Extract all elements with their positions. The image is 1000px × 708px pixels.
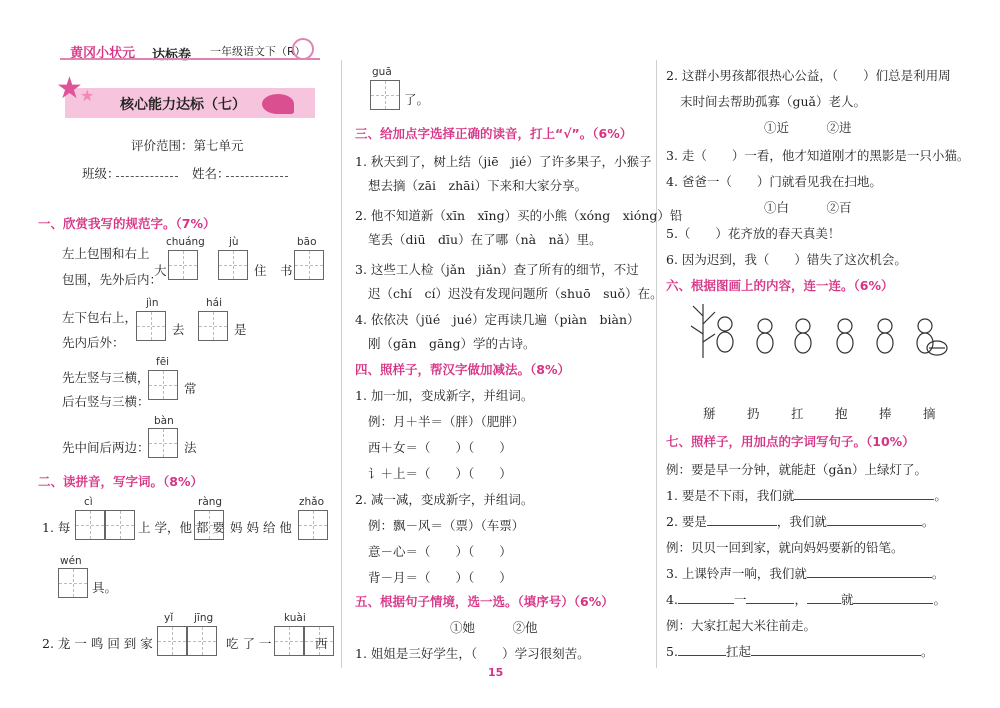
s1-r4-char: 法	[184, 440, 197, 455]
s7-ex3: 例：大家扛起大米往前走。	[666, 618, 817, 633]
s5-q1: 1. 姐姐是三好学生，（ ）学习很刻苦。	[355, 646, 590, 661]
verb-item[interactable]: 摘	[923, 406, 936, 421]
r-options-1: ①近 ②进	[764, 120, 852, 135]
r-q6: 6. 因为迟到，我（ ）错失了这次机会。	[666, 252, 907, 267]
r-q5: 5.（ ）花齐放的春天真美！	[666, 226, 841, 241]
writing-box[interactable]	[148, 370, 178, 400]
r-q4: 4. 爸爸一（ ）门就看见我在扫地。	[666, 174, 882, 189]
header-series: 达标卷	[152, 48, 192, 63]
s7-q4: 4. 一 ， 就 。	[666, 592, 946, 607]
s1-r2-char1: 去	[172, 322, 185, 337]
star-icon: ★	[80, 86, 95, 105]
pinyin: bàn	[154, 415, 174, 427]
writing-box[interactable]	[157, 626, 187, 656]
writing-box[interactable]	[187, 626, 217, 656]
verb-item[interactable]: 掰	[703, 406, 716, 421]
s3-q3a: 3. 这些工人检（jǎn jiǎn）查了所有的细节，不过	[355, 262, 639, 277]
s2-q2-a: 2. 龙 一 鸣 回 到 家	[42, 636, 153, 651]
s1-r1-char3: 书	[280, 263, 293, 278]
s3-q4a: 4. 依依决（jüé jué）定再读几遍（piàn biàn）	[355, 312, 640, 327]
s4-b[interactable]: 讠＋上＝（ ）（ ）	[368, 466, 512, 481]
s3-q3b: 迟（chí cí）迟没有发现问题所（shuō suǒ）在。	[368, 286, 663, 301]
pinyin: cì	[84, 496, 93, 508]
s7-q3: 3. 上课铃声一响，我们就 。	[666, 566, 945, 581]
header-grade: 一年级语文下（R）	[210, 45, 306, 58]
verb-item[interactable]: 捧	[879, 406, 892, 421]
s4-a[interactable]: 西＋女＝（ ）（ ）	[368, 440, 512, 455]
s1-r2-text2: 先内后外：	[62, 335, 125, 350]
s4-q2: 2. 减一减，变成新字，并组词。	[355, 492, 534, 507]
s7-q5: 5. 扛起 。	[666, 644, 934, 659]
section-3-title: 三、给加点字选择正确的读音，打上“√”。（6%）	[355, 126, 633, 141]
section-4-title: 四、照样子，帮汉字做加减法。（8%）	[355, 362, 570, 377]
r-options-2: ①白 ②百	[764, 200, 852, 215]
pinyin: kuài	[284, 612, 306, 624]
name-line	[226, 176, 288, 177]
banner-title: 核心能力达标（七）	[120, 97, 246, 113]
verb-item[interactable]: 抱	[835, 406, 848, 421]
name-label: 姓名：	[192, 166, 230, 181]
pinyin: jìn	[146, 297, 159, 309]
watermelon-icon	[927, 341, 947, 355]
s1-r1-char1: 大	[154, 263, 167, 278]
s1-r1-text2: 包围，先外后内：	[62, 272, 163, 287]
scope: 评价范围：第七单元	[131, 138, 244, 153]
r-q2a: 2. 这群小男孩都很热心公益，（ ）们总是利用周	[666, 68, 951, 83]
s2-q1-d: 具。	[92, 580, 118, 595]
verb-item[interactable]: 扛	[791, 406, 804, 421]
s1-r1-char2: 住	[254, 263, 267, 278]
s7-ex2: 例：贝贝一回到家，就向妈妈要新的铅笔。	[666, 540, 904, 555]
s3-q2a: 2. 他不知道新（xīn xīng）买的小熊（xóng xióng）铅	[355, 208, 683, 223]
s4-d[interactable]: 背－月＝（ ）（ ）	[368, 570, 512, 585]
s4-ex2: 例：飘－风＝（票）（车票）	[368, 518, 525, 533]
writing-box[interactable]	[198, 311, 228, 341]
writing-box[interactable]	[294, 250, 324, 280]
page-number: 15	[488, 666, 504, 679]
shell-icon	[262, 94, 294, 114]
s1-r1-text: 左上包围和右上	[62, 246, 150, 261]
s3-q1a: 1. 秋天到了，树上结（jiē jié）了许多果子，小猴子	[355, 154, 652, 169]
class-line	[116, 176, 178, 177]
verb-list	[703, 404, 953, 422]
writing-box[interactable]	[58, 568, 88, 598]
s1-r2-char2: 是	[234, 322, 247, 337]
m-gua-tail: 了。	[404, 92, 430, 107]
s2-q2-c: 西	[315, 636, 328, 651]
header-rule	[60, 58, 320, 60]
pinyin: yǐ	[164, 612, 174, 624]
s1-r2-text: 左下包右上，	[62, 310, 138, 325]
s7-q2: 2. 要是 ，我们就 。	[666, 514, 935, 529]
r-q2b: 末时间去帮助孤寡（guǎ）老人。	[680, 94, 867, 109]
column-divider	[341, 60, 342, 668]
s2-q1-b: 上 学，他 都 要	[138, 520, 225, 535]
header-brand: 黄冈小状元	[70, 46, 136, 61]
s2-q1-c: 妈 妈 给 他	[230, 520, 292, 535]
writing-box[interactable]	[274, 626, 304, 656]
s4-c[interactable]: 意－心＝（ ）（ ）	[368, 544, 512, 559]
pinyin: bāo	[297, 236, 317, 248]
section-6-title: 六、根据图画上的内容，连一连。（6%）	[666, 278, 894, 293]
writing-box[interactable]	[75, 510, 105, 540]
s3-q2b: 笔丢（diū dīu）在了哪（nà nǎ）里。	[368, 232, 602, 247]
pinyin: ràng	[198, 496, 223, 508]
s2-q1-a: 1. 每	[42, 520, 71, 535]
s7-q1: 1. 要是不下雨，我们就 。	[666, 488, 947, 503]
s4-q1: 1. 加一加，变成新字，并组词。	[355, 388, 534, 403]
s3-q4b: 刚（gān gāng）学的古诗。	[368, 336, 536, 351]
pinyin: jīng	[194, 612, 214, 624]
column-divider	[656, 60, 657, 668]
pinyin: hái	[206, 297, 223, 309]
verb-item[interactable]: 扔	[747, 406, 760, 421]
class-label: 班级：	[82, 166, 120, 181]
pinyin: chuáng	[166, 236, 205, 248]
monkey-illustration	[685, 298, 950, 360]
s1-r3-text: 先左竖与三横，	[62, 370, 150, 385]
r-q3: 3. 走（ ）一看，他才知道刚才的黑影是一只小猫。	[666, 148, 970, 163]
writing-box[interactable]	[136, 311, 166, 341]
s1-r4-text: 先中间后两边：	[62, 440, 150, 455]
monkey-icon	[717, 317, 933, 353]
s4-ex1: 例：月＋半＝（胖）（肥胖）	[368, 414, 525, 429]
pinyin: jù	[229, 236, 239, 248]
writing-box[interactable]	[105, 510, 135, 540]
writing-box[interactable]	[218, 250, 248, 280]
s2-q2-b: 吃 了 一	[226, 636, 272, 651]
section-1-title: 一、欣赏我写的规范字。（7%）	[38, 216, 216, 231]
writing-box[interactable]	[168, 250, 198, 280]
pinyin: wén	[60, 555, 82, 567]
s1-r3-char: 常	[184, 381, 197, 396]
corn-stalk-icon	[691, 304, 715, 358]
writing-box[interactable]	[148, 428, 178, 458]
writing-box[interactable]	[298, 510, 328, 540]
pinyin: zhǎo	[299, 496, 325, 508]
s7-ex1: 例：要是早一分钟，就能赶（gǎn）上绿灯了。	[666, 462, 928, 477]
swirl-icon	[292, 38, 314, 60]
section-7-title: 七、照样子，用加点的字词写句子。（10%）	[666, 434, 915, 449]
writing-box[interactable]	[370, 80, 400, 110]
section-2-title: 二、读拼音，写字词。（8%）	[38, 474, 203, 489]
section-5-title: 五、根据句子情境，选一选。（填序号）（6%）	[355, 594, 614, 609]
pinyin: fēi	[156, 356, 170, 368]
writing-box[interactable]	[194, 510, 224, 540]
s5-options: ①她 ②他	[450, 620, 538, 635]
s1-r3-text2: 后右竖与三横：	[62, 394, 150, 409]
pinyin: guā	[372, 66, 392, 78]
star-icon: ★	[56, 71, 83, 106]
s3-q1b: 想去摘（zāi zhāi）下来和大家分享。	[368, 178, 588, 193]
